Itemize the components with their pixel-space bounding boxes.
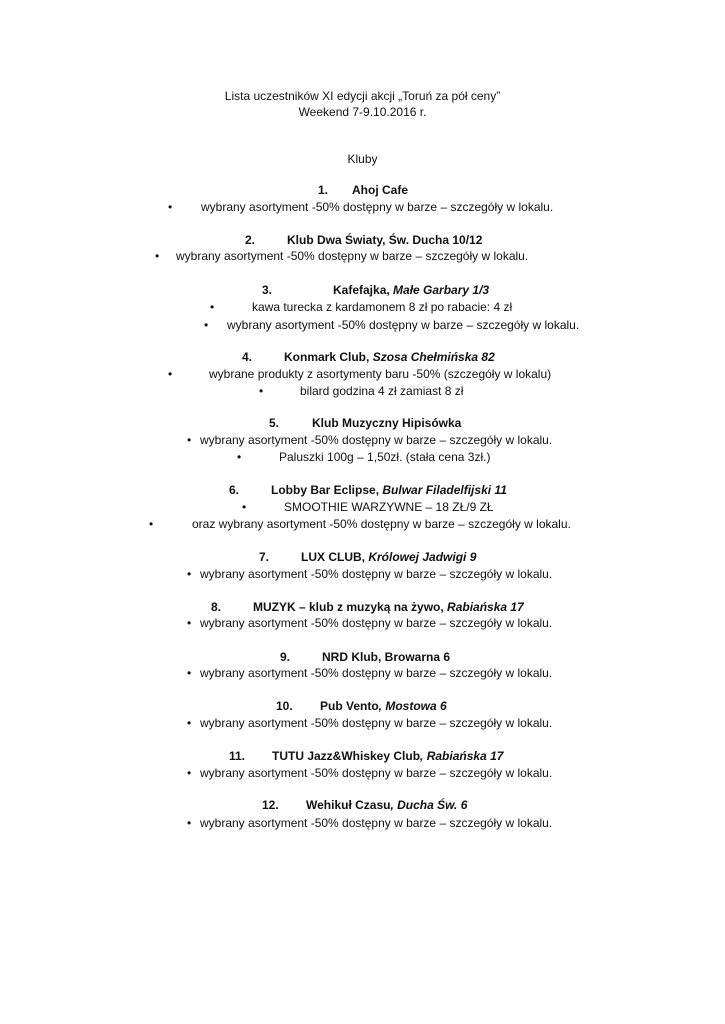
bullet-icon: • [242,500,247,514]
bullet-icon: • [187,616,192,630]
club-name: Kafefajka, Małe Garbary 1/3 [333,283,490,297]
club-offer: wybrany asortyment -50% dostępny w barze – szczegóły w lokalu. [176,249,529,263]
bullet-icon: • [187,766,192,780]
bullet-icon: • [204,318,209,332]
bullet-icon: • [187,567,192,581]
bullet-icon: • [187,716,192,730]
club-offer: Paluszki 100g – 1,50zł. (stała cena 3zł.) [279,450,491,464]
section-title: Kluby [347,152,378,166]
document-subtitle: Weekend 7-9.10.2016 r. [298,105,427,119]
club-number: 9. [280,650,291,664]
bullet-icon: • [155,249,160,263]
club-name: Konmark Club, Szosa Chełmińska 82 [284,350,495,364]
club-offer: wybrany asortyment -50% dostępny w barze – szczegóły w lokalu. [200,666,553,680]
club-name: MUZYK – klub z muzyką na żywo, Rabiańska 17 [253,600,524,614]
bullet-icon: • [187,816,192,830]
club-name: NRD Klub, Browarna 6 [322,650,451,664]
club-offer: kawa turecka z kardamonem 8 zł po rabacie: 4 zł [252,300,513,314]
club-offer: wybrane produkty z asortymenty baru -50% (szczegóły w lokalu) [209,367,552,381]
club-name: Klub Dwa Światy, Św. Ducha 10/12 [287,233,483,247]
club-name: Pub Vento, Mostowa 6 [320,699,447,713]
club-offer: wybrany asortyment -50% dostępny w barze – szczegóły w lokalu. [200,766,553,780]
club-offer: wybrany asortyment -50% dostępny w barze – szczegóły w lokalu. [200,816,553,830]
club-name: LUX CLUB, Królowej Jadwigi 9 [301,550,477,564]
club-name: TUTU Jazz&Whiskey Club, Rabiańska 17 [272,749,504,763]
club-number: 7. [259,550,270,564]
bullet-icon: • [168,200,173,214]
club-number: 5. [269,416,280,430]
club-name: Klub Muzyczny Hipisówka [312,416,462,430]
document-title: Lista uczestników XI edycji akcji „Toruń za pół ceny” [224,89,501,103]
bullet-icon: • [149,517,154,531]
club-offer: oraz wybrany asortyment -50% dostępny w barze – szczegóły w lokalu. [192,517,571,531]
club-number: 1. [318,183,329,197]
club-number: 8. [211,600,222,614]
club-offer: SMOOTHIE WARZYWNE – 18 ZŁ/9 ZŁ [284,500,494,514]
club-number: 6. [229,483,240,497]
club-number: 4. [242,350,253,364]
club-offer: wybrany asortyment -50% dostępny w barze – szczegóły w lokalu. [201,200,554,214]
club-offer: wybrany asortyment -50% dostępny w barze – szczegóły w lokalu. [200,433,553,447]
bullet-icon: • [210,300,215,314]
bullet-icon: • [237,450,242,464]
club-name: Wehikuł Czasu, Ducha Św. 6 [306,798,468,812]
club-offer: wybrany asortyment -50% dostępny w barze – szczegóły w lokalu. [200,616,553,630]
club-number: 2. [245,233,256,247]
club-offer: wybrany asortyment -50% dostępny w barze – szczegóły w lokalu. [200,567,553,581]
club-number: 3. [262,283,273,297]
club-offer: wybrany asortyment -50% dostępny w barze – szczegóły w lokalu. [200,716,553,730]
club-number: 10. [276,699,293,713]
club-name: Ahoj Cafe [352,183,409,197]
club-number: 12. [262,798,279,812]
bullet-icon: • [187,666,192,680]
bullet-icon: • [187,433,192,447]
club-name: Lobby Bar Eclipse, Bulwar Filadelfijski 11 [271,483,507,497]
bullet-icon: • [259,384,264,398]
club-offer: wybrany asortyment -50% dostępny w barze – szczegóły w lokalu. [227,318,580,332]
club-offer: bilard godzina 4 zł zamiast 8 zł [300,384,464,398]
bullet-icon: • [168,367,173,381]
club-number: 11. [229,749,246,763]
